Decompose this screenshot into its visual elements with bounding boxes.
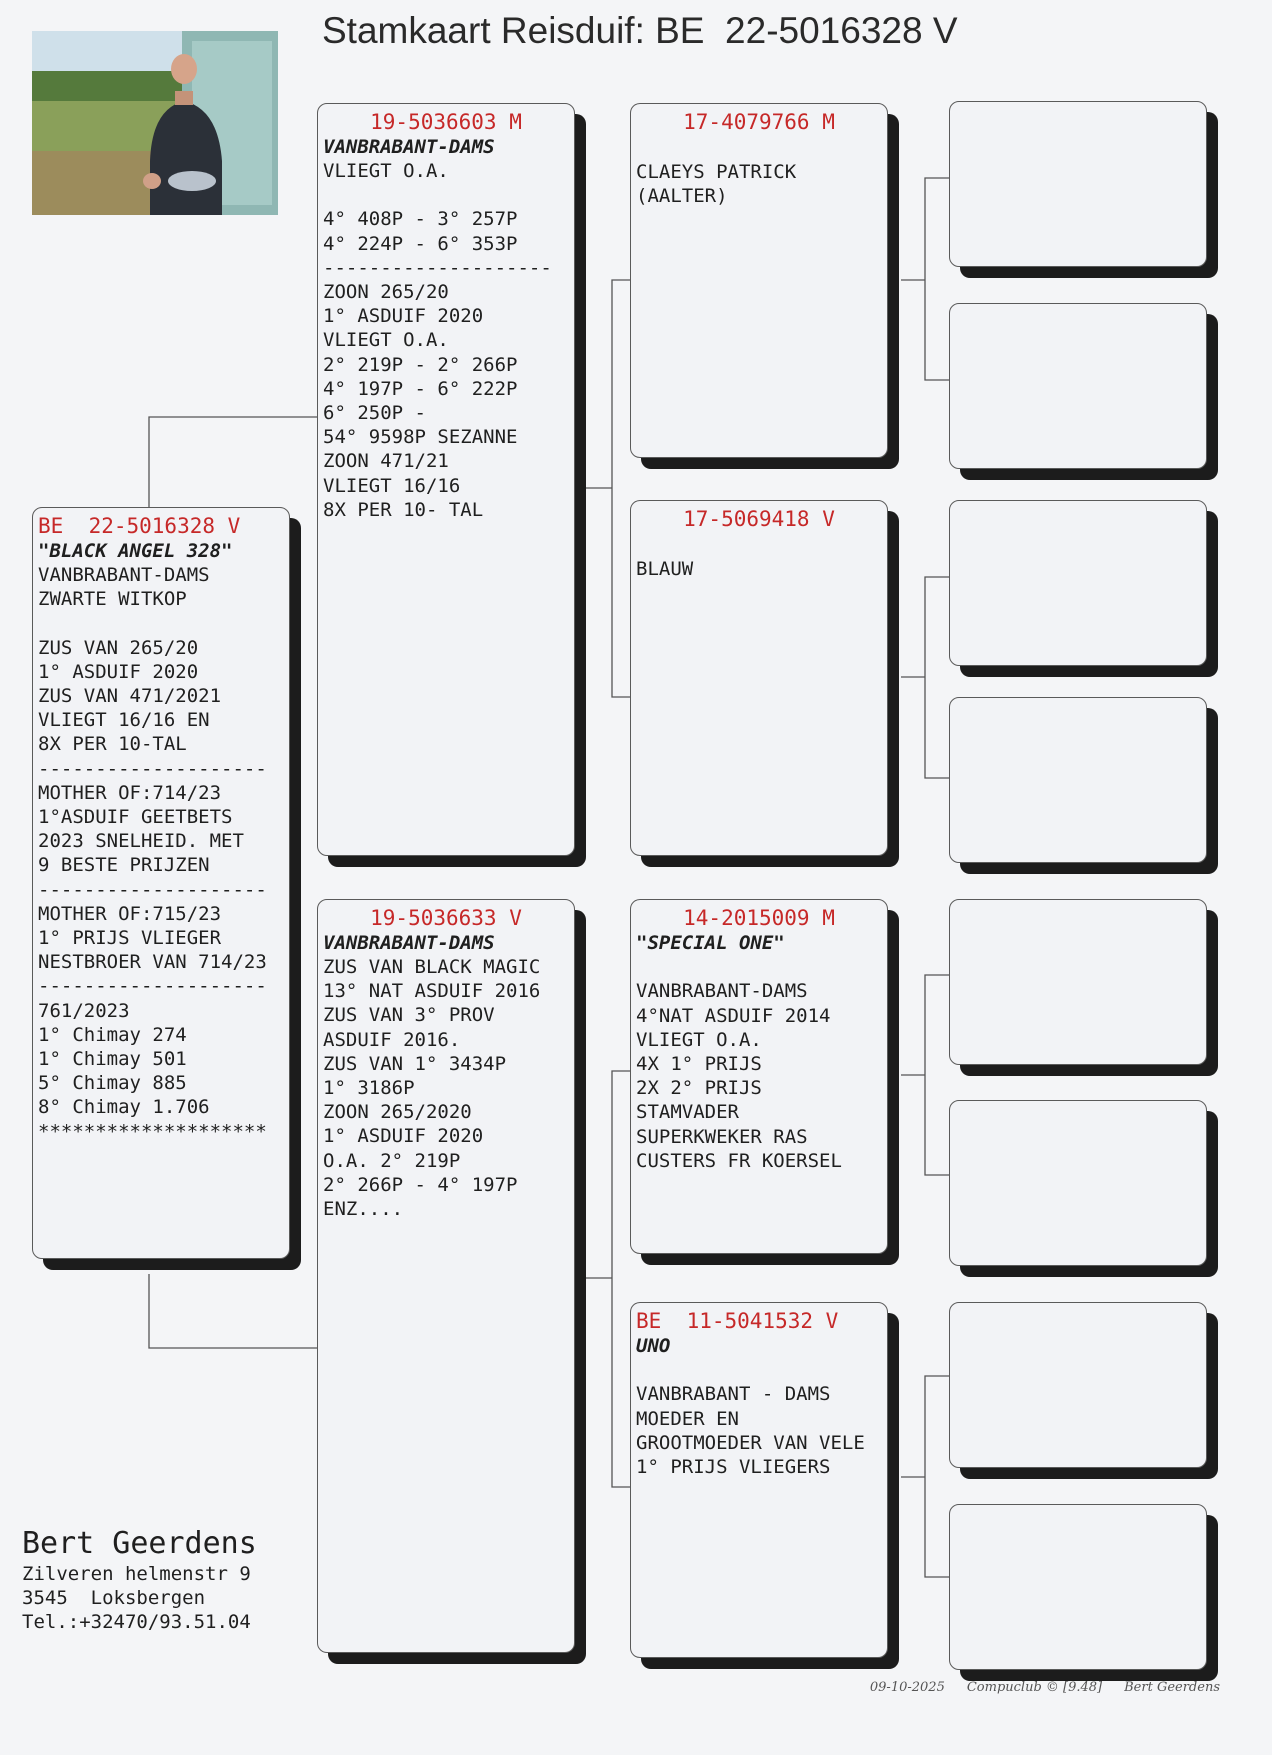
owner-phone: Tel.:+32470/93.51.04: [22, 1611, 251, 1633]
paternal-grandfather-card: [630, 103, 888, 458]
maternal-grandfather-details: VANBRABANT-DAMS 4°NAT ASDUIF 2014 VLIEGT O.A. 4X 1° PRIJS 2X 2° PRIJS STAMVADER SUPERKWEKER RAS CUSTERS FR KOERSEL: [636, 980, 842, 1172]
great-grandparent-card-6: [949, 1100, 1207, 1266]
maternal-grandfather-pigeon-name: "SPECIAL ONE": [636, 932, 785, 954]
mother-pigeon-name: VANBRABANT-DAMS: [323, 932, 495, 954]
paternal-grandmother-details: BLAUW: [636, 557, 694, 580]
maternal-grandmother-pigeon-name: UNO: [636, 1335, 671, 1357]
subject-details: VANBRABANT-DAMS ZWARTE WITKOP ZUS VAN 265/20 1° ASDUIF 2020 ZUS VAN 471/2021 VLIEGT 16/16 EN 8X PER 10-TAL -------------------- MOTHER OF:714/23 1°ASDUIF GEETBETS 2023 SNELHEID. MET 9 BESTE PRIJZEN -------------------- MOTHER OF:715/23 1° PRIJS VLIEGER NESTBROER VAN 714/23 -------------------- 761/2023 1° Chimay 274 1° Chimay 501 5° Chimay 885 8° Chimay 1.706 ********************: [38, 564, 267, 1143]
owner-name: Bert Geerdens: [22, 1526, 257, 1561]
father-pigeon-name: VANBRABANT-DAMS: [323, 136, 495, 158]
owner-street: Zilveren helmenstr 9: [22, 1563, 251, 1585]
great-grandparent-card-1: [949, 101, 1207, 267]
footer: [870, 1680, 1220, 1695]
subject-pigeon-name: "BLACK ANGEL 328": [38, 540, 233, 562]
maternal-grandmother-card: [630, 1302, 888, 1658]
maternal-grandmother-details: VANBRABANT - DAMS MOEDER EN GROOTMOEDER VAN VELE 1° PRIJS VLIEGERS: [636, 1383, 865, 1479]
great-grandparent-card-8: [949, 1504, 1207, 1670]
owner-city: 3545 Loksbergen: [22, 1587, 206, 1609]
footer-date: 09-10-2025: [869, 1680, 945, 1695]
maternal-grandfather-ring-number: 14-2015009 M: [683, 906, 835, 930]
paternal-grandfather-ring-number: 17-4079766 M: [683, 110, 835, 134]
subject-ring-number: BE 22-5016328 V: [38, 514, 241, 538]
mother-card: [317, 899, 575, 1653]
great-grandparent-card-3: [949, 500, 1207, 666]
footer-software: Compuclub © [9.48]: [966, 1680, 1103, 1695]
great-grandparent-card-7: [949, 1302, 1207, 1468]
father-ring-number: 19-5036603 M: [370, 110, 522, 134]
paternal-grandmother-card: [630, 500, 888, 856]
footer-author: Bert Geerdens: [1124, 1680, 1220, 1695]
mother-details: ZUS VAN BLACK MAGIC 13° NAT ASDUIF 2016 ZUS VAN 3° PROV ASDUIF 2016. ZUS VAN 1° 3434P 1° 3186P ZOON 265/2020 1° ASDUIF 2020 O.A. 2° 219P 2° 266P - 4° 197P ENZ....: [323, 956, 541, 1221]
paternal-grandmother-ring-number: 17-5069418 V: [683, 507, 835, 531]
father-details: VLIEGT O.A. 4° 408P - 3° 257P 4° 224P - 6° 353P -------------------- ZOON 265/20 1° ASDUIF 2020 VLIEGT O.A. 2° 219P - 2° 266P 4° 197P - 6° 222P 6° 250P - 54° 9598P SEZANNE ZOON 471/21 VLIEGT 16/16 8X PER 10- TAL: [323, 160, 552, 521]
subject-card: [32, 507, 290, 1259]
great-grandparent-card-2: [949, 303, 1207, 469]
page-title: Stamkaart Reisduif: BE 22-5016328 V: [322, 10, 958, 51]
paternal-grandfather-details: CLAEYS PATRICK (AALTER): [636, 160, 797, 207]
maternal-grandmother-ring-number: BE 11-5041532 V: [636, 1309, 839, 1333]
great-grandparent-card-4: [949, 697, 1207, 863]
great-grandparent-card-5: [949, 899, 1207, 1065]
mother-ring-number: 19-5036633 V: [370, 906, 522, 930]
maternal-grandfather-card: [630, 899, 888, 1254]
father-card: [317, 103, 575, 856]
owner-block: [22, 1526, 257, 1634]
